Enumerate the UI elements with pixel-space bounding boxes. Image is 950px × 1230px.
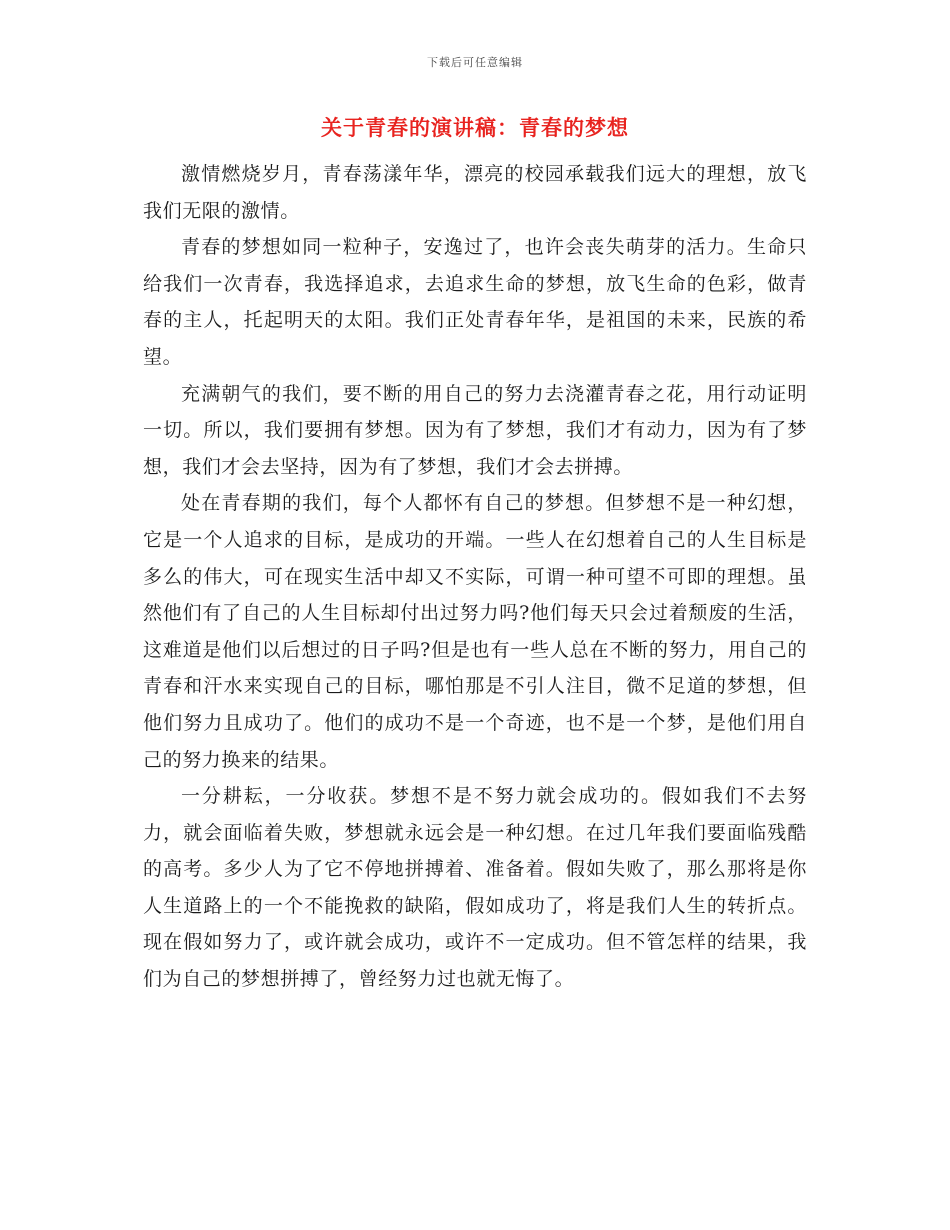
document-title: 关于青春的演讲稿：青春的梦想 (321, 116, 629, 140)
paragraph-2: 青春的梦想如同一粒种子，安逸过了，也许会丧失萌芽的活力。生命只给我们一次青春，我选择追求，去追求生命的梦想，放飞生命的色彩，做青春的主人，托起明天的太阳。我们正处青春年华，是祖国的未来，民族的希望。 (143, 236, 807, 368)
paragraph-5: 一分耕耘，一分收获。梦想不是不努力就会成功的。假如我们不去努力，就会面临着失败，梦想就永远会是一种幻想。在过几年我们要面临残酷的高考。多少人为了它不停地拼搏着、准备着。假如失败了，那么那将是你人生道路上的一个不能挽救的缺陷，假如成功了，将是我们人生的转折点。现在假如努力了，或许就会成功，或许不一定成功。但不管怎样的结果，我们为自己的梦想拼搏了，曾经努力过也就无悔了。 (143, 785, 807, 991)
paragraph-1: 激情燃烧岁月，青春荡漾年华，漂亮的校园承载我们远大的理想，放飞我们无限的激情。 (143, 163, 807, 222)
paragraph-4: 处在青春期的我们，每个人都怀有自己的梦想。但梦想不是一种幻想，它是一个人追求的目标，是成功的开端。一些人在幻想着自己的人生目标是多么的伟大，可在现实生活中却又不实际，可谓一种可望不可即的理想。虽然他们有了自己的人生目标却付出过努力吗?他们每天只会过着颓废的生活，这难道是他们以后想过的日子吗?但是也有一些人总在不断的努力，用自己的青春和汗水来实现自己的目标，哪怕那是不引人注目，微不足道的梦想，但他们努力且成功了。他们的成功不是一个奇迹，也不是一个梦，是他们用自己的努力换来的结果。 (143, 492, 807, 771)
document-body (143, 156, 807, 998)
page-header: 下载后可任意编辑 (427, 56, 523, 69)
paragraph-3: 充满朝气的我们，要不断的用自己的努力去浇灌青春之花，用行动证明一切。所以，我们要拥有梦想。因为有了梦想，我们才有动力，因为有了梦想，我们才会去坚持，因为有了梦想，我们才会去拼搏。 (143, 382, 807, 478)
